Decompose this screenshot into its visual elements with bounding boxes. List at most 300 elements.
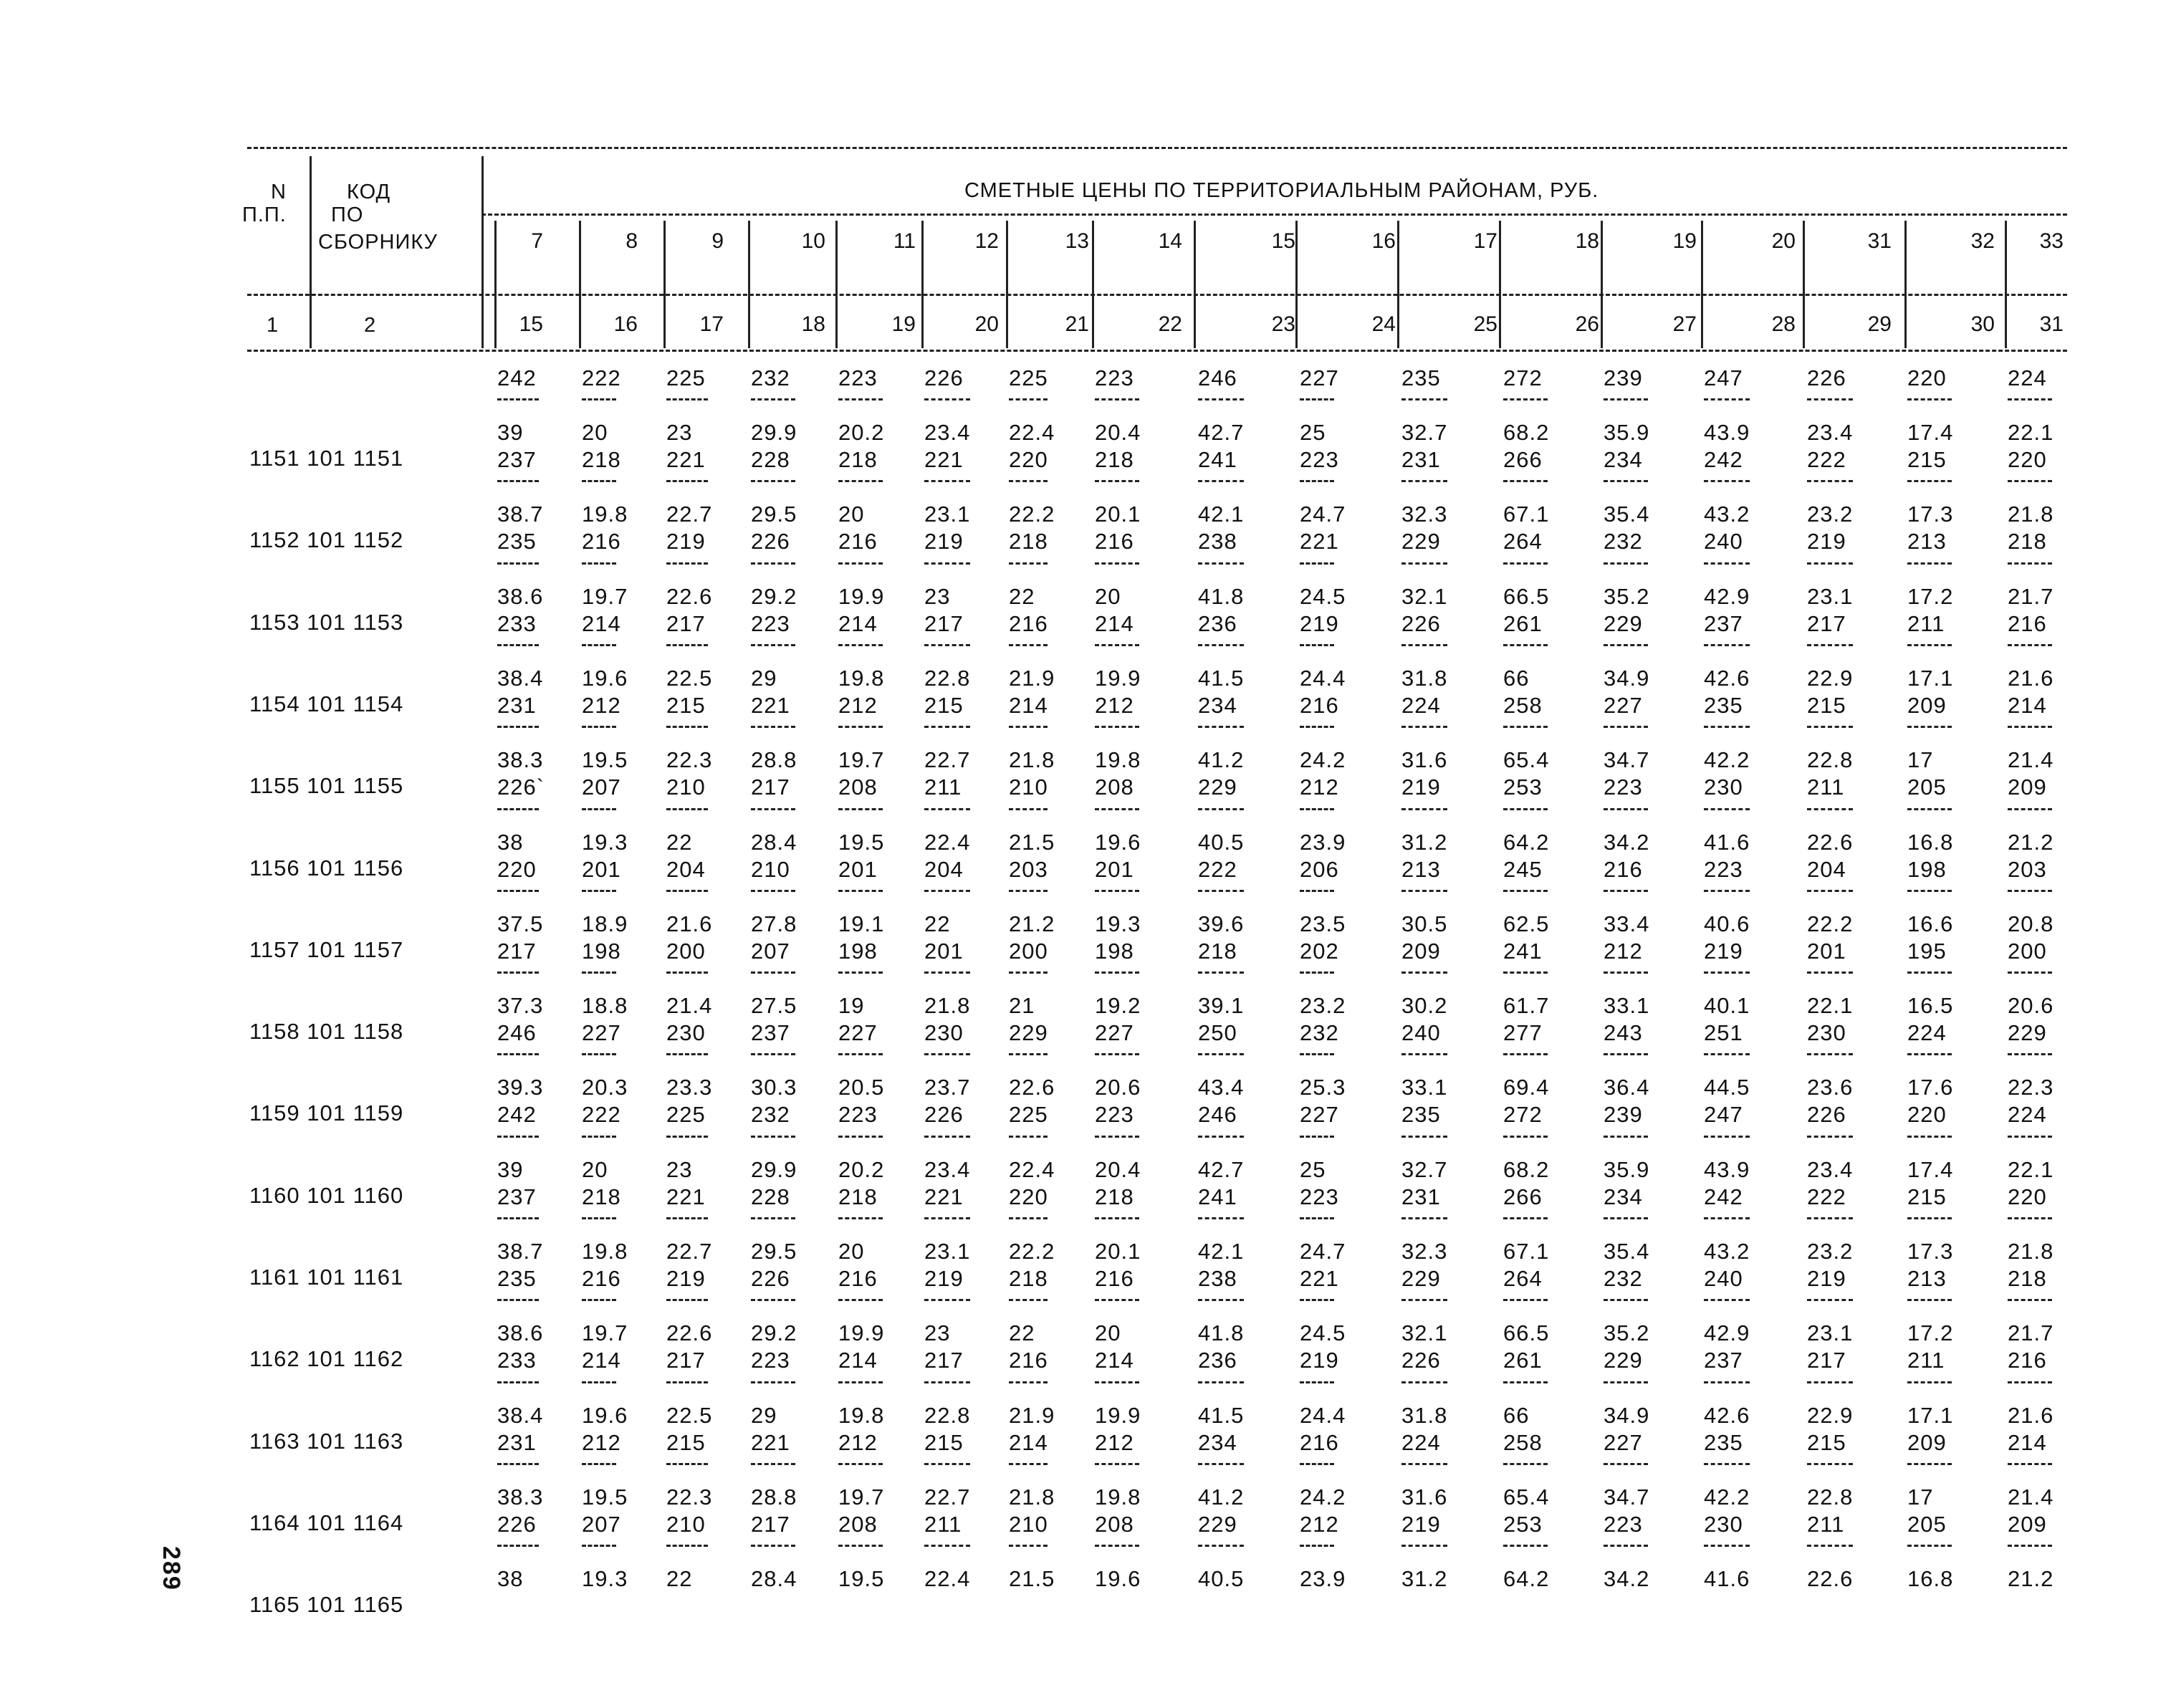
price-value: 221 <box>666 1184 706 1209</box>
price-value: 212 <box>1604 938 1643 964</box>
fraction-rule <box>751 1053 795 1055</box>
price-value: 272 <box>1503 365 1543 390</box>
column-index: 21 <box>1065 312 1089 336</box>
fraction-rule <box>1300 644 1334 646</box>
price-value: 214 <box>2008 1429 2047 1455</box>
fraction-rule <box>1198 398 1244 400</box>
price-value: 42.7 <box>1198 1156 1245 1182</box>
fraction-rule <box>1095 1545 1139 1547</box>
price-value: 247 <box>1704 365 1743 390</box>
price-value: 261 <box>1503 610 1543 636</box>
fraction-rule <box>2008 726 2052 728</box>
fraction-rule <box>1300 890 1334 892</box>
price-value: 35.4 <box>1604 1239 1650 1264</box>
price-value: 24.7 <box>1300 1239 1346 1264</box>
price-value: 43.9 <box>1704 1156 1750 1182</box>
price-value: 64.2 <box>1503 1566 1550 1592</box>
fraction-rule <box>1604 726 1648 728</box>
fraction-rule <box>1401 1217 1447 1219</box>
row-code: 1162 101 1162 <box>249 1346 404 1372</box>
fraction-rule <box>1907 1053 1952 1055</box>
fraction-rule <box>1907 1136 1952 1138</box>
price-value: 201 <box>924 938 964 964</box>
fraction-rule <box>666 1545 708 1547</box>
price-value: 23.1 <box>924 1239 971 1264</box>
price-value: 208 <box>1095 774 1134 800</box>
price-value: 62.5 <box>1503 911 1550 936</box>
price-value: 219 <box>1300 1348 1339 1373</box>
price-value: 214 <box>838 610 878 636</box>
price-value: 24.2 <box>1300 1484 1346 1510</box>
price-value: 229 <box>1198 774 1237 800</box>
price-value: 22.3 <box>666 747 713 773</box>
fraction-rule <box>1401 1381 1447 1383</box>
fraction-rule <box>838 1053 883 1055</box>
price-value: 40.1 <box>1704 993 1750 1019</box>
price-value: 233 <box>497 610 537 636</box>
price-value: 20.6 <box>2008 993 2054 1019</box>
price-value: 22.4 <box>924 829 971 855</box>
price-value: 21.4 <box>2008 747 2054 773</box>
price-value: 39 <box>497 1156 524 1182</box>
price-value: 214 <box>582 610 621 636</box>
price-value: 34.2 <box>1604 1566 1650 1592</box>
fraction-rule <box>1503 971 1548 974</box>
price-value: 21 <box>1009 993 1035 1019</box>
price-value: 42.9 <box>1704 1320 1750 1346</box>
price-value: 220 <box>1009 1184 1048 1209</box>
fraction-rule <box>1704 1545 1750 1547</box>
price-value: 38 <box>497 1566 524 1592</box>
price-value: 227 <box>1604 1429 1643 1455</box>
price-value: 22.6 <box>1807 829 1854 855</box>
price-value: 23.1 <box>1807 1320 1854 1346</box>
fraction-rule <box>1009 1463 1048 1465</box>
fraction-rule <box>1095 480 1139 482</box>
price-value: 216 <box>1300 692 1339 718</box>
fraction-rule <box>838 398 883 400</box>
fraction-rule <box>838 1217 883 1219</box>
fraction-rule <box>1704 1217 1750 1219</box>
fraction-rule <box>1807 726 1853 728</box>
price-value: 234 <box>1198 692 1237 718</box>
price-value: 20 <box>582 420 608 445</box>
fraction-rule <box>1807 1053 1853 1055</box>
fraction-rule <box>1503 808 1548 810</box>
price-value: 218 <box>838 447 878 472</box>
price-value: 209 <box>1401 938 1441 964</box>
price-value: 41.2 <box>1198 747 1245 773</box>
column-index: 17 <box>699 312 724 336</box>
price-value: 21.6 <box>2008 665 2054 691</box>
district-number: 17 <box>1473 229 1497 253</box>
price-value: 221 <box>666 447 706 472</box>
header-sbor: СБОРНИКУ <box>318 231 438 254</box>
fraction-rule <box>2008 398 2052 400</box>
fraction-rule <box>1807 890 1853 892</box>
price-value: 28.8 <box>751 747 797 773</box>
fraction-rule <box>1704 1053 1750 1055</box>
fraction-rule <box>666 1136 708 1138</box>
fraction-rule <box>1009 1545 1048 1547</box>
price-value: 226 <box>1807 1102 1846 1128</box>
fraction-rule <box>1907 726 1952 728</box>
price-value: 210 <box>666 774 706 800</box>
price-value: 23.4 <box>1807 1156 1854 1182</box>
fraction-rule <box>751 1299 795 1301</box>
price-value: 21.6 <box>2008 1402 2054 1428</box>
price-value: 23 <box>924 583 951 609</box>
price-value: 22.8 <box>924 665 971 691</box>
price-value: 226 <box>751 529 790 555</box>
fraction-rule <box>1300 1217 1334 1219</box>
price-value: 22.1 <box>2008 420 2054 445</box>
price-value: 237 <box>1704 610 1743 636</box>
fraction-rule <box>1807 808 1853 810</box>
fraction-rule <box>2008 1545 2052 1547</box>
fraction-rule <box>1907 890 1952 892</box>
district-number: 16 <box>1371 229 1396 253</box>
price-value: 216 <box>1009 1348 1048 1373</box>
price-value: 22.8 <box>1807 1484 1854 1510</box>
price-value: 19.9 <box>1095 665 1141 691</box>
price-value: 200 <box>666 938 706 964</box>
column-index: 18 <box>801 312 825 336</box>
column-index: 24 <box>1371 312 1396 336</box>
fraction-rule <box>1095 1053 1139 1055</box>
fraction-rule <box>497 1381 539 1383</box>
price-value: 242 <box>1704 447 1743 472</box>
price-value: 25.3 <box>1300 1075 1346 1100</box>
price-value: 234 <box>1604 447 1643 472</box>
price-value: 38.3 <box>497 747 544 773</box>
price-value: 232 <box>1604 1266 1643 1291</box>
price-value: 242 <box>497 1102 537 1128</box>
fraction-rule <box>582 808 616 810</box>
price-value: 40.6 <box>1704 911 1750 936</box>
price-value: 23.9 <box>1300 1566 1346 1592</box>
price-value: 214 <box>582 1348 621 1373</box>
fraction-rule <box>924 1299 970 1301</box>
price-value: 225 <box>1009 365 1048 390</box>
price-value: 68.2 <box>1503 420 1550 445</box>
fraction-rule <box>1503 644 1548 646</box>
fraction-rule <box>1401 480 1447 482</box>
fraction-rule <box>1300 1463 1334 1465</box>
column-index: 26 <box>1575 312 1599 336</box>
fraction-rule <box>1604 1463 1648 1465</box>
price-value: 39.6 <box>1198 911 1245 936</box>
price-value: 246 <box>1198 365 1237 390</box>
price-value: 221 <box>751 1429 790 1455</box>
price-value: 38.7 <box>497 1239 544 1264</box>
price-value: 22.3 <box>2008 1075 2054 1100</box>
price-value: 23.4 <box>1807 420 1854 445</box>
header-column-divider <box>1601 221 1603 348</box>
fraction-rule <box>1604 1217 1648 1219</box>
price-value: 223 <box>1300 1184 1339 1209</box>
price-value: 34.9 <box>1604 665 1650 691</box>
price-value: 237 <box>1704 1348 1743 1373</box>
fraction-rule <box>497 971 539 974</box>
district-number: 31 <box>1867 229 1892 253</box>
price-value: 223 <box>751 610 790 636</box>
fraction-rule <box>751 1381 795 1383</box>
price-value: 19.9 <box>838 583 885 609</box>
column-index: 16 <box>613 312 638 336</box>
price-value: 238 <box>1198 529 1237 555</box>
fraction-rule <box>1198 644 1244 646</box>
fraction-rule <box>1095 1381 1139 1383</box>
price-value: 201 <box>1095 856 1134 882</box>
fraction-rule <box>2008 644 2052 646</box>
price-value: 247 <box>1704 1102 1743 1128</box>
price-value: 222 <box>582 365 621 390</box>
price-value: 17.4 <box>1907 1156 1954 1182</box>
fraction-rule <box>1503 726 1548 728</box>
fraction-rule <box>924 1217 970 1219</box>
price-value: 19.7 <box>838 1484 885 1510</box>
price-value: 23 <box>666 420 693 445</box>
price-value: 228 <box>751 1184 790 1209</box>
price-value: 17.2 <box>1907 1320 1954 1346</box>
price-value: 21.2 <box>2008 829 2054 855</box>
price-value: 223 <box>1095 365 1134 390</box>
price-value: 24.7 <box>1300 502 1346 527</box>
header-column-divider <box>1499 221 1501 348</box>
fraction-rule <box>1604 644 1648 646</box>
price-value: 16.8 <box>1907 1566 1954 1592</box>
fraction-rule <box>1401 1545 1447 1547</box>
fraction-rule <box>497 1463 539 1465</box>
price-value: 22.1 <box>2008 1156 2054 1182</box>
price-value: 22.8 <box>924 1402 971 1428</box>
price-value: 38.4 <box>497 1402 544 1428</box>
price-value: 21.8 <box>1009 747 1055 773</box>
price-value: 264 <box>1503 1266 1543 1291</box>
fraction-rule <box>497 1136 539 1138</box>
fraction-rule <box>1807 398 1853 400</box>
price-value: 24.4 <box>1300 1402 1346 1428</box>
price-value: 216 <box>838 529 878 555</box>
fraction-rule <box>1198 1463 1244 1465</box>
price-value: 227 <box>1604 692 1643 718</box>
fraction-rule <box>582 644 616 646</box>
price-value: 35.9 <box>1604 1156 1650 1182</box>
fraction-rule <box>497 808 539 810</box>
price-value: 17.6 <box>1907 1075 1954 1100</box>
price-value: 22 <box>666 1566 693 1592</box>
fraction-rule <box>582 971 616 974</box>
price-value: 222 <box>582 1102 621 1128</box>
header-column-divider <box>1397 221 1399 348</box>
price-value: 215 <box>1807 692 1846 718</box>
price-value: 212 <box>1300 774 1339 800</box>
header-bottom-rule <box>247 350 2067 352</box>
price-value: 226 <box>924 1102 964 1128</box>
price-value: 20.3 <box>582 1075 628 1100</box>
price-value: 21.8 <box>1009 1484 1055 1510</box>
price-value: 235 <box>497 529 537 555</box>
price-value: 23.1 <box>1807 583 1854 609</box>
price-value: 229 <box>1401 529 1441 555</box>
price-value: 23 <box>924 1320 951 1346</box>
fraction-rule <box>924 1545 970 1547</box>
fraction-rule <box>1198 1381 1244 1383</box>
fraction-rule <box>1198 1299 1244 1301</box>
header-column-divider <box>1092 221 1094 348</box>
fraction-rule <box>751 644 795 646</box>
fraction-rule <box>751 890 795 892</box>
price-value: 20.4 <box>1095 420 1141 445</box>
fraction-rule <box>1503 1299 1548 1301</box>
fraction-rule <box>838 644 883 646</box>
price-value: 19.1 <box>838 911 885 936</box>
header-column-divider <box>1803 221 1805 348</box>
price-value: 237 <box>751 1020 790 1046</box>
price-value: 216 <box>1604 856 1643 882</box>
price-value: 219 <box>1300 610 1339 636</box>
fraction-rule <box>1704 1381 1750 1383</box>
fraction-rule <box>751 808 795 810</box>
price-value: 20 <box>838 1239 865 1264</box>
header-divider-n <box>310 156 312 348</box>
district-number: 8 <box>626 229 638 253</box>
price-value: 214 <box>1009 1429 1048 1455</box>
price-value: 208 <box>838 1511 878 1537</box>
price-value: 23.2 <box>1807 502 1854 527</box>
fraction-rule <box>1907 562 1952 565</box>
fraction-rule <box>582 1053 616 1055</box>
fraction-rule <box>497 398 539 400</box>
fraction-rule <box>1503 1545 1548 1547</box>
price-value: 217 <box>666 1348 706 1373</box>
price-value: 221 <box>924 447 964 472</box>
price-value: 28.8 <box>751 1484 797 1510</box>
price-value: 231 <box>1401 447 1441 472</box>
price-value: 212 <box>1300 1511 1339 1537</box>
fraction-rule <box>838 1136 883 1138</box>
price-value: 217 <box>924 1348 964 1373</box>
fraction-rule <box>1300 1545 1334 1547</box>
price-value: 232 <box>1300 1020 1339 1046</box>
price-value: 212 <box>838 692 878 718</box>
fraction-rule <box>582 726 616 728</box>
price-value: 220 <box>1009 447 1048 472</box>
fraction-rule <box>1009 1217 1048 1219</box>
price-value: 242 <box>1704 1184 1743 1209</box>
price-value: 19.7 <box>838 747 885 773</box>
header-column-divider <box>1295 221 1298 348</box>
fraction-rule <box>924 644 970 646</box>
fraction-rule <box>751 562 795 565</box>
price-value: 29.9 <box>751 1156 797 1182</box>
price-value: 221 <box>1300 1266 1339 1291</box>
fraction-rule <box>1198 1217 1244 1219</box>
price-value: 212 <box>1095 692 1134 718</box>
price-value: 210 <box>1009 1511 1048 1537</box>
fraction-rule <box>1604 971 1648 974</box>
price-value: 19.9 <box>1095 1402 1141 1428</box>
fraction-rule <box>838 480 883 482</box>
district-number: 14 <box>1158 229 1182 253</box>
price-value: 18.9 <box>582 911 628 936</box>
price-value: 38.7 <box>497 502 544 527</box>
price-value: 34.7 <box>1604 747 1650 773</box>
fraction-rule <box>1401 1136 1447 1138</box>
price-value: 22 <box>924 911 951 936</box>
fraction-rule <box>666 890 708 892</box>
price-value: 211 <box>1807 774 1845 800</box>
price-value: 238 <box>1198 1266 1237 1291</box>
price-value: 21.7 <box>2008 1320 2054 1346</box>
fraction-rule <box>1503 890 1548 892</box>
price-value: 216 <box>2008 610 2047 636</box>
price-value: 219 <box>666 1266 706 1291</box>
fraction-rule <box>1095 1463 1139 1465</box>
price-value: 237 <box>497 1184 537 1209</box>
district-number: 15 <box>1271 229 1295 253</box>
fraction-rule <box>666 971 708 974</box>
fraction-rule <box>924 398 970 400</box>
price-value: 31.8 <box>1401 1402 1448 1428</box>
fraction-rule <box>1907 808 1952 810</box>
price-value: 39.3 <box>497 1075 544 1100</box>
price-value: 236 <box>1198 610 1237 636</box>
fraction-rule <box>1009 644 1048 646</box>
price-value: 66 <box>1503 1402 1530 1428</box>
price-value: 223 <box>838 365 878 390</box>
price-value: 42.1 <box>1198 502 1245 527</box>
fraction-rule <box>1009 1053 1048 1055</box>
fraction-rule <box>1401 971 1447 974</box>
price-value: 216 <box>1009 610 1048 636</box>
price-value: 216 <box>582 1266 621 1291</box>
fraction-rule <box>751 1217 795 1219</box>
price-value: 207 <box>582 1511 621 1537</box>
price-value: 198 <box>1095 938 1134 964</box>
fraction-rule <box>1095 1217 1139 1219</box>
price-value: 37.5 <box>497 911 544 936</box>
price-value: 17.2 <box>1907 583 1954 609</box>
price-value: 19.8 <box>1095 1484 1141 1510</box>
fraction-rule <box>1300 726 1334 728</box>
price-value: 210 <box>1009 774 1048 800</box>
price-value: 206 <box>1300 856 1339 882</box>
price-value: 217 <box>497 938 537 964</box>
fraction-rule <box>497 726 539 728</box>
fraction-rule <box>924 726 970 728</box>
price-value: 223 <box>838 1102 878 1128</box>
price-value: 258 <box>1503 692 1543 718</box>
fraction-rule <box>666 1217 708 1219</box>
price-value: 68.2 <box>1503 1156 1550 1182</box>
price-value: 224 <box>2008 1102 2047 1128</box>
fraction-rule <box>1907 480 1952 482</box>
price-value: 266 <box>1503 1184 1543 1209</box>
fraction-rule <box>1604 808 1648 810</box>
price-value: 214 <box>1095 610 1134 636</box>
fraction-rule <box>2008 1217 2052 1219</box>
fraction-rule <box>838 808 883 810</box>
price-value: 17 <box>1907 747 1934 773</box>
fraction-rule <box>666 1299 708 1301</box>
price-value: 230 <box>666 1020 706 1046</box>
price-value: 64.2 <box>1503 829 1550 855</box>
price-value: 23.3 <box>666 1075 713 1100</box>
price-value: 21.8 <box>2008 1239 2054 1264</box>
price-value: 19.8 <box>582 1239 628 1264</box>
